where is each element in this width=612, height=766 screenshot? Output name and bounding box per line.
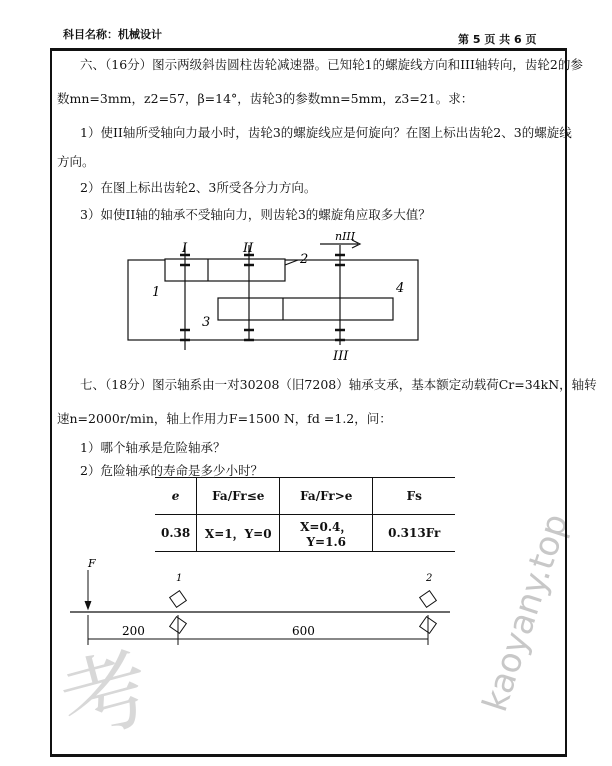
gear-reducer-diagram: [0, 230, 612, 365]
label-speed-nIII: nIII: [335, 230, 356, 243]
q6-sub2: 2）在图上标出齿轮2、3所受各分力方向。: [80, 180, 317, 195]
label-gear-2: 2: [300, 252, 309, 267]
shaft-bearing-diagram: [0, 555, 460, 655]
header-cell: Fa/Fr≤e: [197, 478, 280, 515]
label-shaft-III: III: [333, 349, 349, 364]
dimension-200: 200: [122, 624, 145, 638]
q6-sub1-cont: 方向。: [57, 154, 95, 169]
label-shaft-II: II: [243, 241, 254, 256]
subject-name: 科目名称：机械设计: [63, 28, 162, 41]
table-cell: 0.313Fr: [373, 515, 456, 552]
q6-line2: 数mn=3mm，z2=57，β=14°，齿轮3的参数mn=5mm，z3=21。求：: [57, 91, 474, 106]
label-gear-4: 4: [396, 281, 405, 296]
q7-line1: 七、（18分）图示轴系由一对30208（旧7208）轴承支承，基本额定动载荷Cr=34kN，轴转: [80, 377, 597, 392]
watermark-logo: 考: [50, 634, 162, 757]
bearing-parameter-table: [155, 477, 455, 552]
dimension-600: 600: [292, 624, 315, 638]
table-cell: X=1，Y=0: [197, 515, 280, 552]
label-gear-1: 1: [152, 285, 161, 300]
table-row: [155, 515, 455, 552]
label-force-F: F: [88, 557, 96, 570]
header-cell: e: [155, 478, 197, 515]
page-number: 第 5 页 共 6 页: [458, 33, 537, 46]
label-gear-3: 3: [202, 315, 211, 330]
q7-line2: 速n=2000r/min，轴上作用力F=1500 N，fd =1.2，问：: [57, 411, 392, 426]
q7-sub2: 2）危险轴承的寿命是多少小时？: [80, 463, 263, 478]
table-cell: X=0.4，Y=1.6: [280, 515, 373, 552]
header-cell: Fa/Fr>e: [280, 478, 373, 515]
table-header-row: [155, 478, 455, 515]
label-bearing-1: 1: [176, 573, 183, 584]
q6-sub1: 1）使II轴所受轴向力最小时，齿轮3的螺旋线应是何旋向？在图上标出齿轮2、3的螺旋线: [80, 125, 572, 140]
header-cell: Fs: [373, 478, 456, 515]
q6-line1: 六、（16分）图示两级斜齿圆柱齿轮减速器。已知轮1的螺旋线方向和III轴转向，齿轮2的参: [80, 57, 583, 72]
watermark-text: kaoyany.top: [475, 509, 577, 717]
table-cell: 0.38: [155, 515, 197, 552]
q7-sub1: 1）哪个轴承是危险轴承？: [80, 440, 226, 455]
label-shaft-I: I: [182, 241, 188, 256]
label-bearing-2: 2: [426, 573, 433, 584]
q6-sub3: 3）如使II轴的轴承不受轴向力，则齿轮3的螺旋角应取多大值？: [80, 207, 431, 222]
